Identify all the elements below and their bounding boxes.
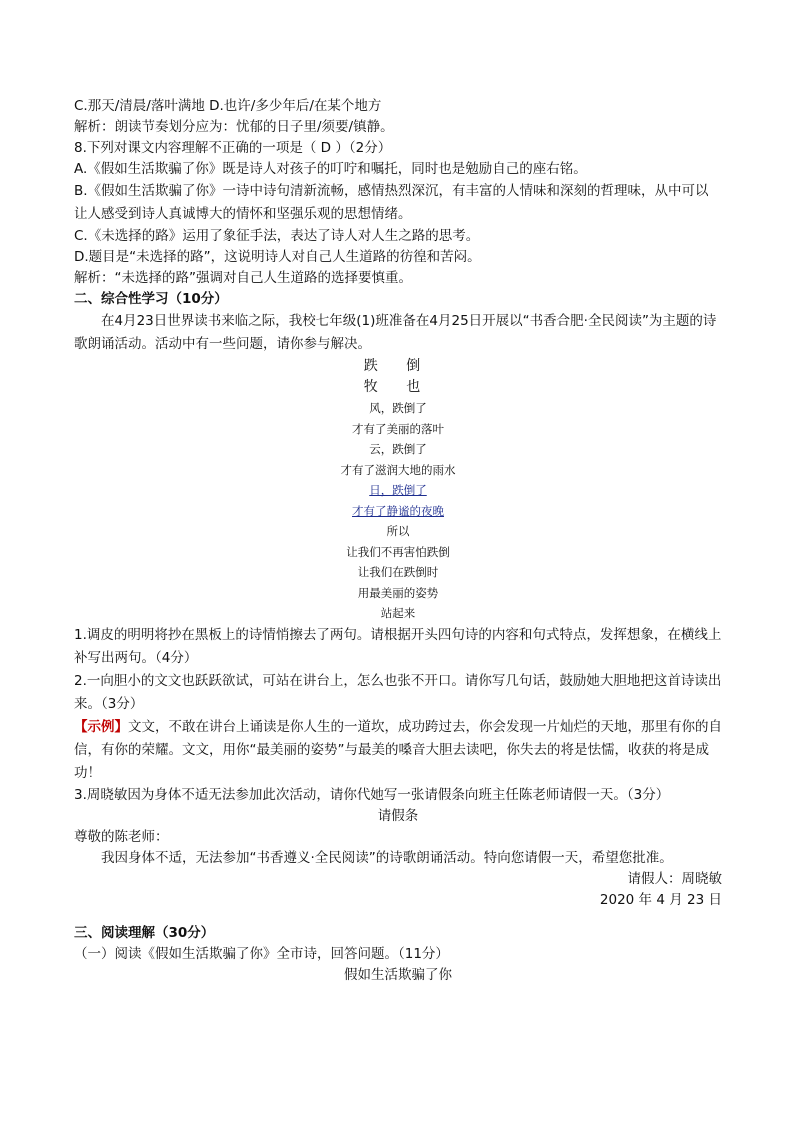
- option-a: A.《假如生活欺骗了你》既是诗人对孩子的叮咛和嘱托，同时也是勉励自己的座右铭。: [74, 161, 587, 177]
- poem-answer-line: 日，跌倒了: [369, 483, 427, 497]
- section-2-intro: 在4月23日世界读书来临之际，我校七年级(1)班准备在4月25日开展以“书香合肥·全民阅读”为主题的诗歌朗诵活动。活动中有一些问题，请你参与解决。: [74, 313, 717, 352]
- poem-title: 跌 倒: [363, 358, 433, 374]
- analysis-line: 解析：朗读节奏划分应为：忧郁的日子里/须要/镇静。: [74, 119, 394, 135]
- poem-line: 云，跌倒了: [369, 442, 427, 456]
- poem-line: 所以: [386, 524, 410, 538]
- analysis-2: 解析：“未选择的路”强调对自己人生道路的选择要慎重。: [74, 270, 412, 286]
- question-8: 8.下列对课文内容理解不正确的一项是（ D ）（2分）: [74, 140, 392, 156]
- poem-line: 风，跌倒了: [369, 401, 427, 415]
- section-2-title: 二、综合性学习（10分）: [74, 291, 228, 307]
- option-d: D.题目是“未选择的路”，这说明诗人对自己人生道路的彷徨和苦闷。: [74, 249, 481, 265]
- example-text: 文文，不敢在讲台上诵读是你人生的一道坎，成功跨过去，你会发现一片灿烂的天地，那里有你的自信，有你的荣耀。文文，用你“最美丽的姿势”与最美的嗓音大胆去读吧，你失去的将是怯懦，收获的将是成功！: [74, 718, 722, 781]
- example-answer: [74, 716, 722, 785]
- option-c-d-line: C.那天/清晨/落叶满地 D.也许/多少年后/在某个地方: [74, 98, 382, 114]
- poem-line: 让我们在跌倒时: [357, 565, 439, 579]
- poem-line: 才有了美丽的落叶: [352, 421, 444, 436]
- poem-answer-line: 才有了静谧的夜晚: [352, 503, 444, 518]
- leave-note-date: 2020 年 4 月 23 日: [599, 891, 722, 908]
- option-c: C.《未选择的路》运用了象征手法，表达了诗人对人生之路的思考。: [74, 228, 480, 244]
- question-1: 1.调皮的明明将抄在黑板上的诗情悄擦去了两句。请根据开头四句诗的内容和句式特点，发挥想象，在横线上补写出两句。（4分）: [74, 626, 722, 666]
- option-b: B.《假如生活欺骗了你》一诗中诗句清新流畅，感情热烈深沉，有丰富的人情味和深刻的哲理味，从中可以让人感受到诗人真诚博大的情怀和坚强乐观的思想情绪。: [74, 183, 709, 222]
- section-3-title: 三、阅读理解（30分）: [74, 924, 215, 941]
- section-3-subtitle: （一）阅读《假如生活欺骗了你》全市诗，回答问题。（11分）: [74, 945, 449, 962]
- leave-note-title: 请假条: [377, 807, 419, 824]
- section-3-poem-title: 假如生活欺骗了你: [344, 966, 452, 983]
- poem-line: 站起来: [380, 606, 416, 620]
- leave-note-body: 我因身体不适，无法参加“书香遵义·全民阅读”的诗歌朗诵活动。特向您请假一天，希望您批准。: [101, 849, 673, 866]
- poem-body: [74, 398, 722, 624]
- question-2: 2.一向胆小的文文也跃跃欲试，可站在讲台上，怎么也张不开口。请你写几句话，鼓励她大胆地把这首诗读出来。（3分）: [74, 672, 722, 712]
- poem-line: 才有了滋润大地的雨水: [340, 462, 456, 477]
- leave-note-signer: 请假人：周晓敏: [627, 870, 722, 887]
- document-page: [74, 96, 722, 986]
- example-tag: 【示例】: [74, 718, 128, 735]
- poem-line: 用最美丽的姿势: [357, 585, 439, 600]
- leave-note-salutation: 尊敬的陈老师：: [74, 828, 169, 845]
- poem-line: 让我们不再害怕跌倒: [346, 544, 450, 559]
- question-3: 3.周晓敏因为身体不适无法参加此次活动，请你代她写一张请假条向班主任陈老师请假一天。（3分）: [74, 786, 670, 803]
- poem-author: 牧 也: [363, 379, 433, 395]
